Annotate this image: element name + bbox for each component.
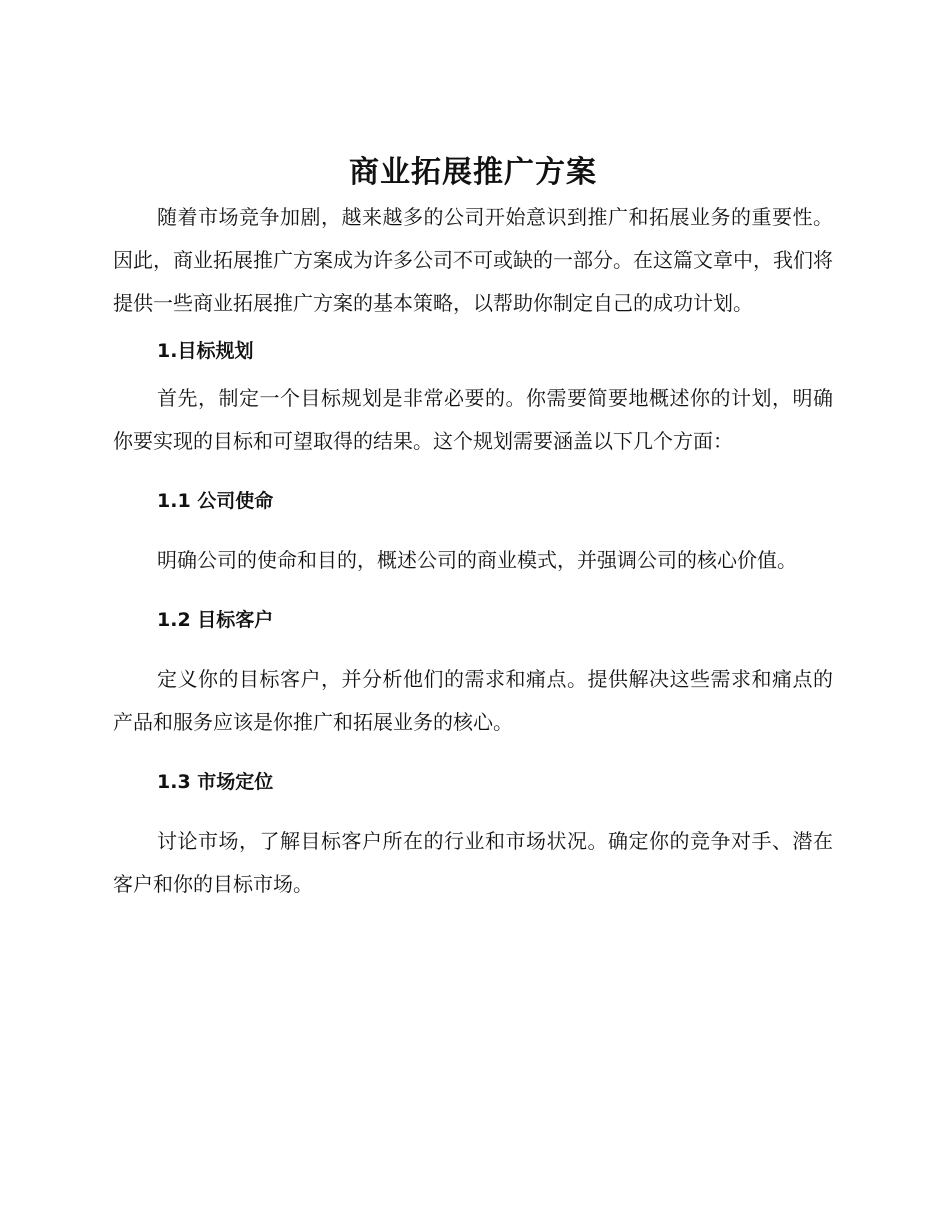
section-body-market-positioning: 讨论市场，了解目标客户所在的行业和市场状况。确定你的竞争对手、潜在客户和你的目标市场。 <box>113 829 833 896</box>
section-body-target-customers: 定义你的目标客户，并分析他们的需求和痛点。提供解决这些需求和痛点的产品和服务应该是你推广和拓展业务的核心。 <box>113 667 833 734</box>
section-body-company-mission: 明确公司的使命和目的，概述公司的商业模式，并强调公司的核心价值。 <box>157 548 797 572</box>
spacer <box>113 804 833 820</box>
section-body-goal-planning: 首先，制定一个目标规划是非常必要的。你需要简要地概述你的计划，明确你要实现的目标和可望取得的结果。这个规划需要涵盖以下几个方面： <box>113 386 833 453</box>
spacer <box>113 463 833 479</box>
document-page <box>113 150 833 906</box>
section-heading-goal-planning: 1.目标规划 <box>157 340 254 362</box>
spacer <box>113 744 833 760</box>
spacer <box>113 582 833 598</box>
section-heading-company-mission: 1.1 公司使命 <box>157 490 274 512</box>
section-heading-target-customers: 1.2 目标客户 <box>157 609 274 631</box>
document-title: 商业拓展推广方案 <box>349 155 597 190</box>
spacer <box>113 642 833 658</box>
section-heading-market-positioning: 1.3 市场定位 <box>157 771 274 793</box>
intro-paragraph: 随着市场竞争加剧，越来越多的公司开始意识到推广和拓展业务的重要性。因此，商业拓展推广方案成为许多公司不可或缺的一部分。在这篇文章中，我们将提供一些商业拓展推广方案的基本策略，以帮助你制定自己的成功计划。 <box>113 205 833 315</box>
spacer <box>113 523 833 539</box>
